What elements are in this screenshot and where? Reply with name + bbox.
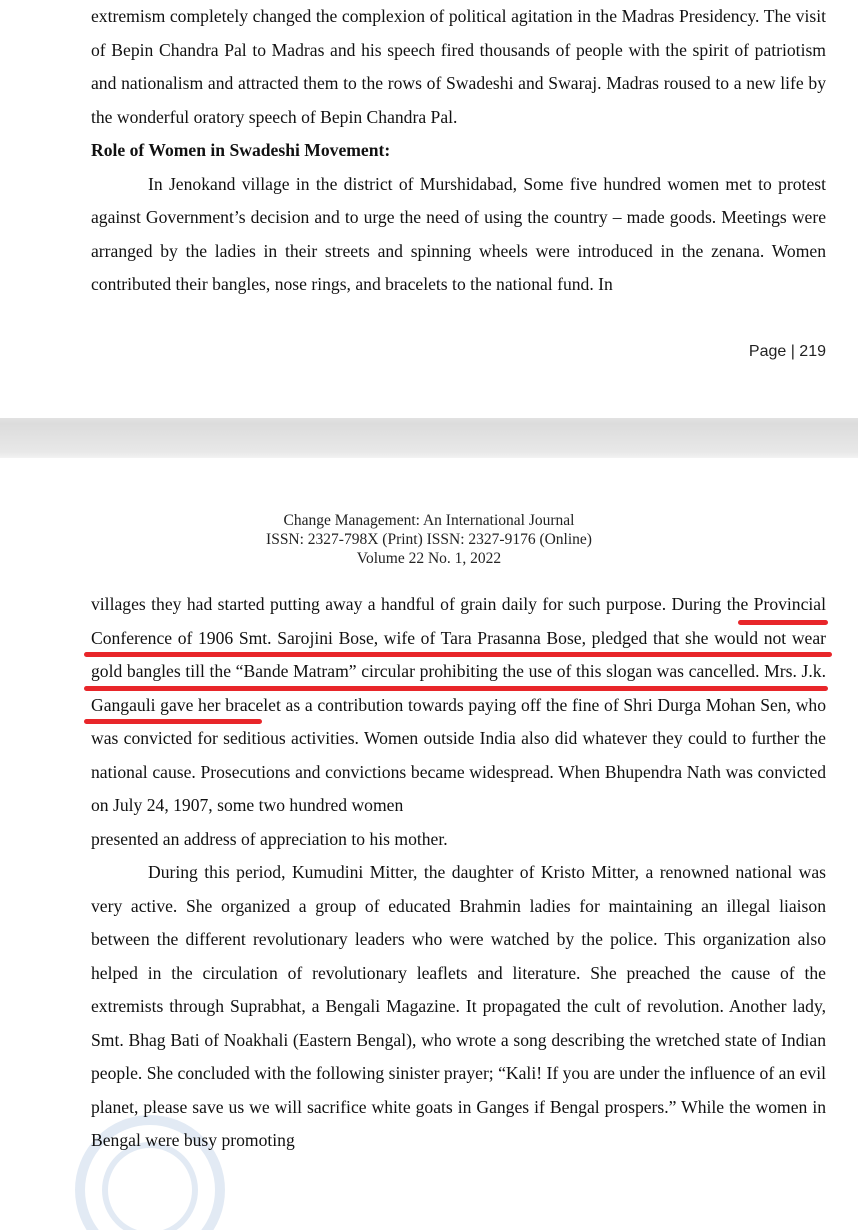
highlight-underline (84, 719, 262, 724)
paragraph: In Jenokand village in the district of Murshidabad, Some five hundred women met to protest against Government’s decision and to urge the need of using the country – made goods. Meetings were arranged by the ladies in their streets and spinning wheels were introduced in the zenana. Women contributed their bangles, nose rings, and bracelets to the national fund. In (91, 173, 826, 294)
paragraph: During this period, Kumudini Mitter, the daughter of Kristo Mitter, a renowned national was very active. She organized a group of educated Brahmin ladies for maintaining an illegal liaison between the different revolutionary leaders who were watched by the police. This organization also helped in the circulation of revolutionary leaflets and literature. She preached the cause of the extremists through Suprabhat, a Bengali Magazine. It propagated the cult of revolution. Another lady, Smt. Bhag Bati of Noakhali (Eastern Bengal), who wrote a song describing the wretched state of Indian people. She concluded with the following sinister prayer; “Kali! If you are under the influence of an evil planet, please save us we will sacrifice white goats in Ganges if Bengal prospers.” While the women in Bengal were busy promoting (91, 862, 826, 1150)
journal-title: Change Management: An International Journal (283, 512, 575, 529)
highlighted-passage: During the Provincial Conference of 1906 Smt. Sarojini Bose, wife of Tara Prasanna Bose, pledged that she would not wear gold bangles till the “Bande Matram” circular prohibiting the use of this slogan was cancelled. (91, 594, 827, 681)
highlight-underline (84, 686, 828, 691)
highlight-underline (738, 620, 828, 625)
previous-page-body (91, 0, 826, 302)
journal-header (0, 511, 858, 568)
journal-issn: ISSN: 2327-798X (Print) ISSN: 2327-9176 (Online) (266, 531, 592, 548)
page-separator (0, 418, 858, 458)
paragraph: presented an address of appreciation to his mother. (91, 828, 448, 849)
paragraph-text: villages they had started putting away a handful of grain daily for such purpose. (91, 594, 672, 614)
journal-volume: Volume 22 No. 1, 2022 (356, 550, 502, 567)
paragraph: extremism completely changed the complexion of political agitation in the Madras Presidency. The visit of Bepin Chandra Pal to Madras and his speech fired thousands of people with the spirit of patriotism and nationalism and attracted them to the rows of Swadeshi and Swaraj. Madras roused to a new life by the wonderful oratory speech of Bepin Chandra Pal. (91, 6, 826, 127)
page-number: Page | 219 (748, 343, 826, 360)
section-heading: Role of Women in Swadeshi Movement: (91, 140, 391, 160)
paragraph-text: Mrs. J.k. Gangauli gave her bracelet as a contribution towards paying off the fine of Shri Durga Mohan Sen, who was convicted for seditious activities. Women outside India also did whatever they could to further the national cause. Prosecutions and convictions became widespread. When Bhupendra Nath was convicted on July 24, 1907, some two hundred women (91, 661, 826, 815)
previous-page (0, 0, 858, 418)
paragraph (91, 588, 826, 823)
current-page-body (91, 588, 826, 1158)
highlight-underline (84, 652, 832, 657)
